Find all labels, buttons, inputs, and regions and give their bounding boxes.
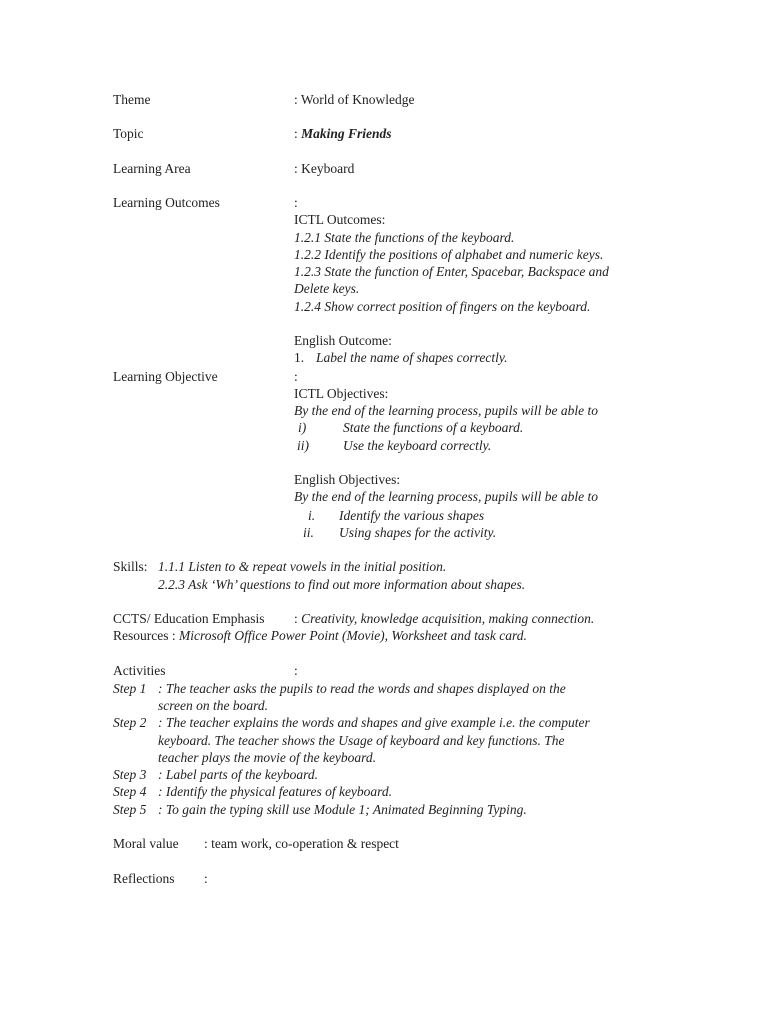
learning-outcomes-label: Learning Outcomes: [113, 195, 220, 210]
topic-colon: :: [294, 126, 298, 141]
english-objectives-heading: English Objectives:: [294, 472, 401, 487]
moral-value-label: Moral value: [113, 836, 179, 851]
step-text: : Label parts of the keyboard.: [158, 767, 318, 782]
reflections-label: Reflections: [113, 871, 175, 886]
ictl-outcome-item: 1.2.2 Identify the positions of alphabet and numeric keys.: [294, 247, 604, 262]
english-outcome-heading: English Outcome:: [294, 333, 392, 348]
resources-value: Microsoft Office Power Point (Movie), Worksheet and task card.: [178, 628, 527, 643]
activities-label: Activities: [113, 663, 166, 678]
learning-objective-label: Learning Objective: [113, 369, 218, 384]
step-text: : The teacher asks the pupils to read the words and shapes displayed on the: [158, 681, 566, 696]
learning-outcomes-colon: :: [294, 195, 298, 210]
step-text: : The teacher explains the words and shapes and give example i.e. the computer: [158, 715, 590, 730]
step-text: : To gain the typing skill use Module 1; Animated Beginning Typing.: [158, 802, 527, 817]
english-objectives-intro: By the end of the learning process, pupils will be able to: [294, 489, 598, 504]
topic-label: Topic: [113, 126, 144, 141]
ictl-outcomes-heading: ICTL Outcomes:: [294, 212, 386, 227]
learning-area-label: Learning Area: [113, 161, 191, 176]
skill-item: 1.1.1 Listen to & repeat vowels in the initial position.: [158, 559, 447, 574]
ictl-objectives-intro: By the end of the learning process, pupils will be able to: [294, 403, 598, 418]
ictl-objective-number: ii): [297, 438, 309, 453]
step-text: : Identify the physical features of keyboard.: [158, 784, 393, 799]
ccts-label: CCTS/ Education Emphasis: [113, 611, 265, 626]
skills-label: Skills:: [113, 559, 148, 574]
english-outcome-number: 1.: [294, 350, 305, 365]
step-label: Step 1: [113, 681, 147, 696]
ccts-value-row: [294, 610, 594, 627]
ictl-outcome-item: 1.2.3 State the function of Enter, Spacebar, Backspace and: [294, 264, 609, 279]
step-text-continued: screen on the board.: [158, 698, 268, 713]
ictl-objective-text: Use the keyboard correctly.: [343, 438, 492, 453]
reflections-colon: :: [204, 871, 208, 886]
activities-colon: :: [294, 663, 298, 678]
step-label: Step 2: [113, 715, 147, 730]
step-label: Step 3: [113, 767, 147, 782]
ictl-objective-number: i): [298, 420, 307, 435]
ictl-outcome-item-continued: Delete keys.: [294, 281, 360, 296]
ictl-objective-text: State the functions of a keyboard.: [343, 420, 524, 435]
ccts-colon: :: [294, 611, 298, 626]
theme-value: : World of Knowledge: [294, 92, 415, 107]
ictl-objectives-heading: ICTL Objectives:: [294, 386, 389, 401]
english-outcome-item: Label the name of shapes correctly.: [316, 350, 508, 365]
resources-label: Resources :: [113, 628, 176, 643]
ictl-outcome-item: 1.2.4 Show correct position of fingers on the keyboard.: [294, 299, 591, 314]
ictl-outcome-item: 1.2.1 State the functions of the keyboard.: [294, 230, 515, 245]
theme-label: Theme: [113, 92, 151, 107]
topic-value: Making Friends: [301, 126, 392, 141]
english-objective-text: Using shapes for the activity.: [339, 525, 497, 540]
step-text-continued: teacher plays the movie of the keyboard.: [158, 750, 377, 765]
topic-value-row: [294, 125, 392, 142]
step-text-continued: keyboard. The teacher shows the Usage of keyboard and key functions. The: [158, 733, 565, 748]
learning-area-value: : Keyboard: [294, 161, 355, 176]
step-label: Step 4: [113, 784, 147, 799]
english-objective-number: i.: [308, 508, 316, 523]
resources-row: [113, 627, 527, 644]
english-objective-text: Identify the various shapes: [339, 508, 485, 523]
learning-objective-colon: :: [294, 369, 298, 384]
english-objective-number: ii.: [303, 525, 314, 540]
ccts-value: Creativity, knowledge acquisition, making connection.: [301, 611, 595, 626]
moral-value-text: : team work, co-operation & respect: [204, 836, 399, 851]
skill-item: 2.2.3 Ask ‘Wh’ questions to find out more information about shapes.: [158, 577, 526, 592]
step-label: Step 5: [113, 802, 147, 817]
